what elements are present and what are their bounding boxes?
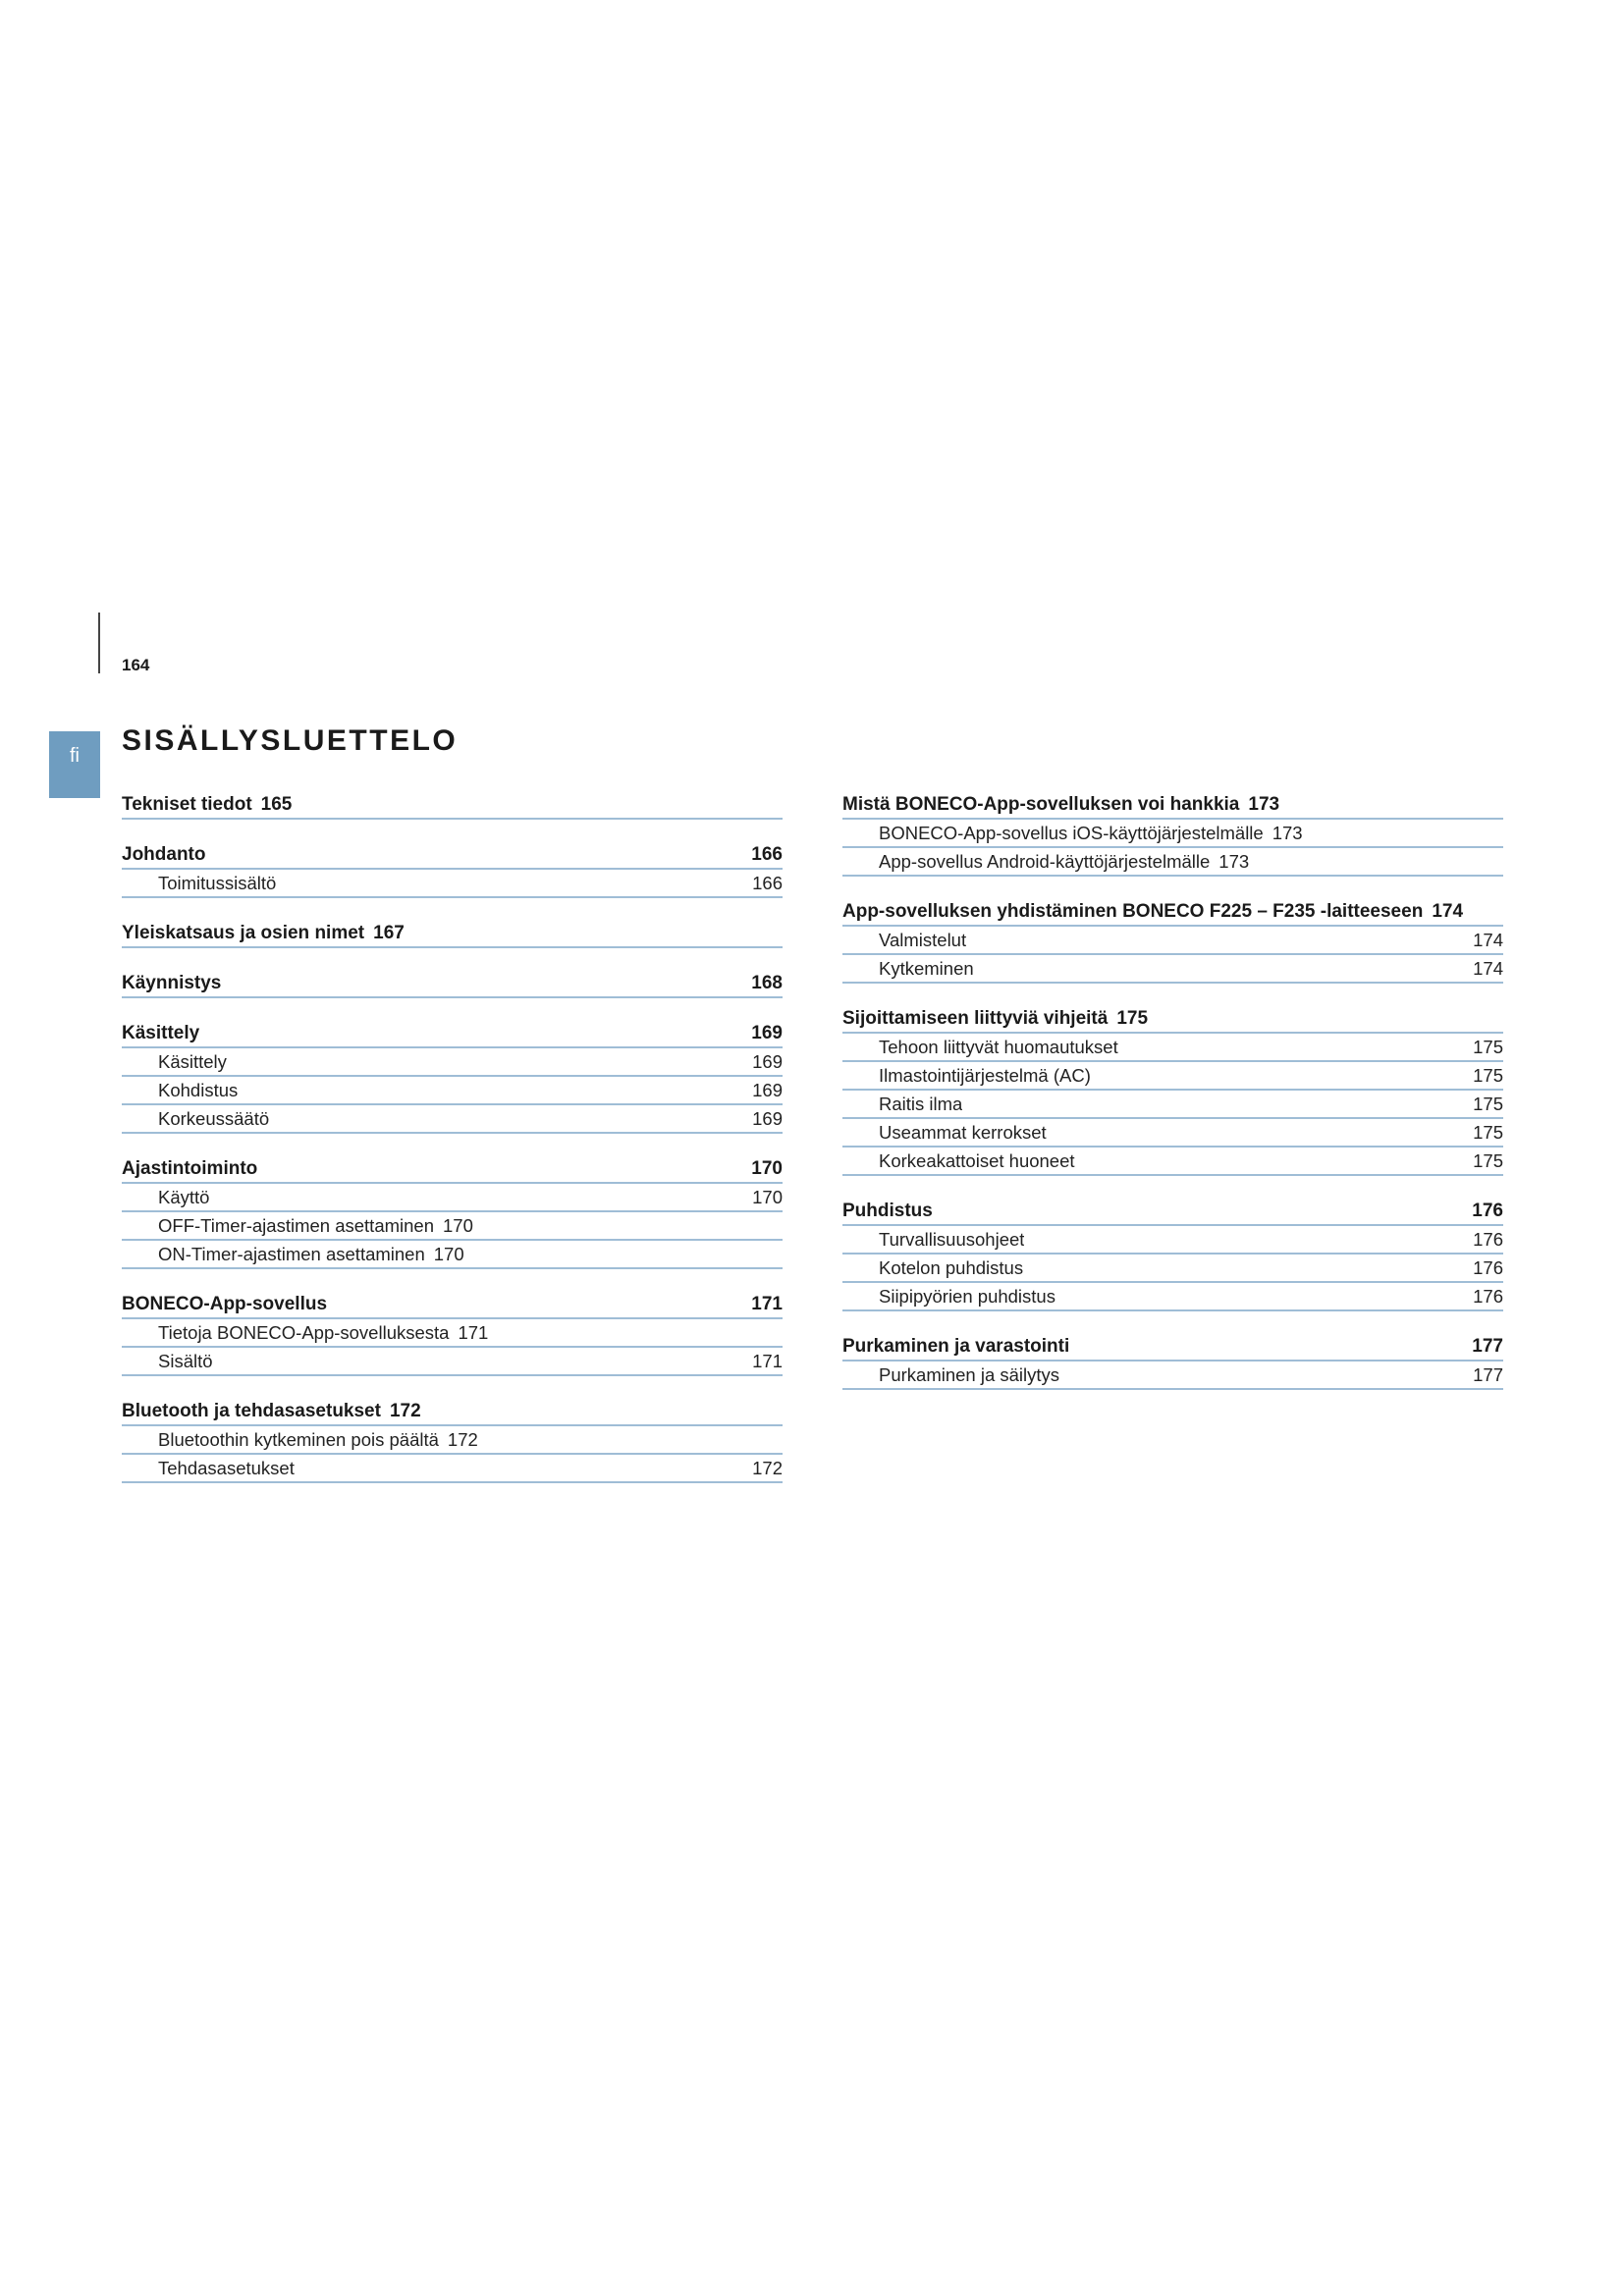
toc-section bbox=[122, 970, 783, 998]
toc-entry[interactable] bbox=[122, 1319, 783, 1348]
toc-label-text: BONECO-App-sovellus bbox=[122, 1294, 328, 1314]
toc-section-heading[interactable] bbox=[122, 1020, 783, 1048]
toc-entry[interactable] bbox=[842, 1255, 1503, 1283]
toc-entry[interactable] bbox=[842, 1226, 1503, 1255]
toc-entry[interactable] bbox=[842, 955, 1503, 984]
language-tab: fi bbox=[49, 731, 100, 798]
toc-inline-page-number: 172 bbox=[389, 1401, 421, 1421]
toc-entry-label bbox=[158, 1077, 238, 1103]
toc-entry-label bbox=[879, 1091, 962, 1117]
toc-label-text: BONECO-App-sovellus iOS-käyttöjärjestelmälle bbox=[879, 823, 1264, 843]
toc-entry[interactable] bbox=[122, 1426, 783, 1455]
toc-inline-page-number: 170 bbox=[433, 1244, 464, 1264]
toc-label-text: Kotelon puhdistus bbox=[879, 1257, 1024, 1278]
toc-entry[interactable] bbox=[122, 1105, 783, 1134]
toc-section bbox=[842, 898, 1503, 984]
toc-page-number: 169 bbox=[752, 1080, 783, 1100]
toc-entry[interactable] bbox=[842, 1119, 1503, 1148]
toc-label-text: Bluetoothin kytkeminen pois päältä bbox=[158, 1429, 439, 1450]
toc-page-number: 166 bbox=[751, 844, 783, 865]
toc-heading-label bbox=[122, 1291, 327, 1317]
toc-section bbox=[122, 1020, 783, 1134]
toc-entry-label bbox=[879, 955, 974, 982]
toc-entry[interactable] bbox=[842, 1148, 1503, 1176]
toc-right-column bbox=[842, 791, 1503, 1390]
toc-page-number: 166 bbox=[752, 873, 783, 893]
toc-page-number: 174 bbox=[1473, 958, 1503, 979]
toc-label-text: Sisältö bbox=[158, 1351, 213, 1371]
toc-label-text: Sijoittamiseen liittyviä vihjeitä bbox=[842, 1008, 1109, 1029]
toc-section bbox=[122, 841, 783, 898]
toc-entry-label bbox=[158, 1048, 227, 1075]
page-title: SISÄLLYSLUETTELO bbox=[122, 724, 459, 757]
toc-heading-label bbox=[122, 1020, 199, 1046]
toc-page-number: 169 bbox=[751, 1023, 783, 1043]
toc-heading-label bbox=[842, 1333, 1069, 1360]
toc-label-text: Useammat kerrokset bbox=[879, 1122, 1047, 1143]
toc-label-text: Korkeakattoiset huoneet bbox=[879, 1150, 1075, 1171]
toc-section-heading[interactable] bbox=[842, 1198, 1503, 1226]
toc-entry-label bbox=[158, 1184, 209, 1210]
toc-entry-label bbox=[879, 1362, 1059, 1388]
toc-label-text: Toimitussisältö bbox=[158, 873, 277, 893]
toc-label-text: Bluetooth ja tehdasasetukset bbox=[122, 1401, 381, 1421]
toc-inline-page-number: 172 bbox=[447, 1429, 478, 1450]
toc-page-number: 175 bbox=[1473, 1094, 1503, 1114]
toc-label-text: Raitis ilma bbox=[879, 1094, 963, 1114]
toc-label-text: App-sovellus Android-käyttöjärjestelmälle bbox=[879, 851, 1211, 872]
toc-entry[interactable] bbox=[842, 927, 1503, 955]
toc-page-number: 175 bbox=[1473, 1150, 1503, 1171]
toc-section bbox=[122, 791, 783, 820]
toc-label-text: Korkeussäätö bbox=[158, 1108, 270, 1129]
toc-page-number: 168 bbox=[751, 973, 783, 993]
toc-label-text: Tehdasasetukset bbox=[158, 1458, 295, 1478]
toc-entry-label bbox=[158, 1241, 464, 1267]
toc-entry-label bbox=[158, 1455, 295, 1481]
toc-label-text: Kohdistus bbox=[158, 1080, 239, 1100]
toc-section bbox=[842, 1198, 1503, 1311]
page-margin-rule bbox=[98, 613, 100, 673]
toc-section-heading[interactable] bbox=[842, 898, 1503, 927]
toc-page-number: 175 bbox=[1473, 1037, 1503, 1057]
toc-heading-label bbox=[842, 898, 1463, 925]
toc-inline-page-number: 171 bbox=[458, 1322, 489, 1343]
toc-inline-page-number: 165 bbox=[260, 794, 293, 815]
toc-section-heading[interactable] bbox=[842, 1333, 1503, 1362]
toc-entry[interactable] bbox=[842, 1062, 1503, 1091]
toc-page-number: 170 bbox=[751, 1158, 783, 1179]
toc-entry-label bbox=[879, 1062, 1091, 1089]
toc-entry-label bbox=[879, 848, 1249, 875]
toc-entry-label bbox=[879, 1255, 1023, 1281]
toc-inline-page-number: 173 bbox=[1218, 851, 1250, 872]
toc-section-heading[interactable] bbox=[122, 1398, 783, 1426]
toc-heading-label bbox=[122, 791, 292, 818]
toc-page-number: 171 bbox=[751, 1294, 783, 1314]
toc-section bbox=[122, 920, 783, 948]
toc-label-text: Valmistelut bbox=[879, 930, 967, 950]
toc-entry[interactable] bbox=[842, 848, 1503, 877]
toc-section-heading[interactable] bbox=[122, 1155, 783, 1184]
toc-page-number: 176 bbox=[1473, 1229, 1503, 1250]
toc-entry-label bbox=[879, 1034, 1118, 1060]
toc-label-text: Kytkeminen bbox=[879, 958, 974, 979]
toc-heading-label bbox=[842, 1198, 933, 1224]
toc-section-heading[interactable] bbox=[122, 841, 783, 870]
toc-entry[interactable] bbox=[842, 1091, 1503, 1119]
toc-label-text: Tehoon liittyvät huomautukset bbox=[879, 1037, 1118, 1057]
toc-page-number: 169 bbox=[752, 1108, 783, 1129]
toc-page-number: 175 bbox=[1473, 1065, 1503, 1086]
toc-label-text: Purkaminen ja varastointi bbox=[842, 1336, 1070, 1357]
toc-section-heading[interactable] bbox=[842, 1005, 1503, 1034]
toc-label-text: Turvallisuusohjeet bbox=[879, 1229, 1025, 1250]
toc-entry[interactable] bbox=[842, 1283, 1503, 1311]
toc-entry-label bbox=[879, 1148, 1075, 1174]
toc-label-text: Purkaminen ja säilytys bbox=[879, 1364, 1060, 1385]
toc-left-column bbox=[122, 791, 783, 1483]
toc-entry[interactable] bbox=[842, 1034, 1503, 1062]
toc-section bbox=[842, 791, 1503, 877]
toc-section bbox=[122, 1155, 783, 1269]
toc-section bbox=[842, 1333, 1503, 1390]
toc-entry-label bbox=[879, 1119, 1047, 1146]
toc-entry-label bbox=[158, 1212, 473, 1239]
toc-label-text: Ajastintoiminto bbox=[122, 1158, 258, 1179]
toc-label-text: Mistä BONECO-App-sovelluksen voi hankkia bbox=[842, 794, 1240, 815]
toc-section bbox=[842, 1005, 1503, 1176]
toc-label-text: Tietoja BONECO-App-sovelluksesta bbox=[158, 1322, 450, 1343]
toc-entry-label bbox=[879, 1283, 1056, 1309]
toc-section-heading[interactable] bbox=[122, 920, 783, 948]
toc-inline-page-number: 167 bbox=[373, 923, 405, 943]
toc-page-number: 176 bbox=[1472, 1201, 1503, 1221]
toc-page-number: 169 bbox=[752, 1051, 783, 1072]
toc-page-number: 174 bbox=[1473, 930, 1503, 950]
toc-label-text: App-sovelluksen yhdistäminen BONECO F225 – F235 -laitteeseen bbox=[842, 901, 1424, 922]
toc-entry-label bbox=[879, 1226, 1024, 1253]
toc-inline-page-number: 175 bbox=[1116, 1008, 1149, 1029]
toc-label-text: Käyttö bbox=[158, 1187, 210, 1207]
toc-heading-label bbox=[122, 920, 405, 946]
toc-entry[interactable] bbox=[842, 820, 1503, 848]
toc-section bbox=[122, 1398, 783, 1483]
toc-section-heading[interactable] bbox=[122, 970, 783, 998]
toc-label-text: Käsittely bbox=[122, 1023, 200, 1043]
page-number: 164 bbox=[122, 656, 150, 674]
toc-label-text: Johdanto bbox=[122, 844, 206, 865]
toc-page-number: 177 bbox=[1473, 1364, 1503, 1385]
toc-section-heading[interactable] bbox=[122, 1291, 783, 1319]
toc-entry-label bbox=[879, 927, 966, 953]
toc-entry[interactable] bbox=[842, 1362, 1503, 1390]
toc-page-number: 176 bbox=[1473, 1286, 1503, 1307]
toc-page-number: 175 bbox=[1473, 1122, 1503, 1143]
toc-label-text: ON-Timer-ajastimen asettaminen bbox=[158, 1244, 425, 1264]
toc-label-text: Tekniset tiedot bbox=[122, 794, 252, 815]
toc-entry[interactable] bbox=[122, 1077, 783, 1105]
toc-entry[interactable] bbox=[122, 870, 783, 898]
toc-heading-label bbox=[122, 1398, 421, 1424]
toc-heading-label bbox=[842, 791, 1279, 818]
toc-label-text: Siipipyörien puhdistus bbox=[879, 1286, 1056, 1307]
toc-heading-label bbox=[122, 970, 221, 996]
toc-entry-label bbox=[158, 1319, 488, 1346]
toc-inline-page-number: 170 bbox=[443, 1215, 473, 1236]
toc-entry-label bbox=[879, 820, 1303, 846]
toc-entry-label bbox=[158, 1105, 269, 1132]
toc-page-number: 177 bbox=[1472, 1336, 1503, 1357]
toc-label-text: Ilmastointijärjestelmä (AC) bbox=[879, 1065, 1091, 1086]
toc-section-heading[interactable] bbox=[842, 791, 1503, 820]
toc-label-text: Yleiskatsaus ja osien nimet bbox=[122, 923, 365, 943]
toc-entry[interactable] bbox=[122, 1455, 783, 1483]
toc-page-number: 176 bbox=[1473, 1257, 1503, 1278]
toc-page-number: 171 bbox=[752, 1351, 783, 1371]
toc-page-number: 172 bbox=[752, 1458, 783, 1478]
toc-entry-label bbox=[158, 1426, 478, 1453]
toc-inline-page-number: 173 bbox=[1272, 823, 1303, 843]
toc-section-heading[interactable] bbox=[122, 791, 783, 820]
toc-label-text: Käynnistys bbox=[122, 973, 222, 993]
toc-heading-label bbox=[842, 1005, 1148, 1032]
toc-entry[interactable] bbox=[122, 1184, 783, 1212]
toc-heading-label bbox=[122, 841, 206, 868]
toc-inline-page-number: 173 bbox=[1248, 794, 1280, 815]
toc-entry[interactable] bbox=[122, 1212, 783, 1241]
toc-entry[interactable] bbox=[122, 1348, 783, 1376]
toc-entry[interactable] bbox=[122, 1048, 783, 1077]
toc-page-number: 170 bbox=[752, 1187, 783, 1207]
toc-label-text: OFF-Timer-ajastimen asettaminen bbox=[158, 1215, 434, 1236]
toc-inline-page-number: 174 bbox=[1432, 901, 1464, 922]
toc-entry-label bbox=[158, 870, 276, 896]
toc-section bbox=[122, 1291, 783, 1376]
toc-entry[interactable] bbox=[122, 1241, 783, 1269]
toc-entry-label bbox=[158, 1348, 213, 1374]
toc-label-text: Puhdistus bbox=[842, 1201, 933, 1221]
toc-heading-label bbox=[122, 1155, 257, 1182]
toc-label-text: Käsittely bbox=[158, 1051, 227, 1072]
